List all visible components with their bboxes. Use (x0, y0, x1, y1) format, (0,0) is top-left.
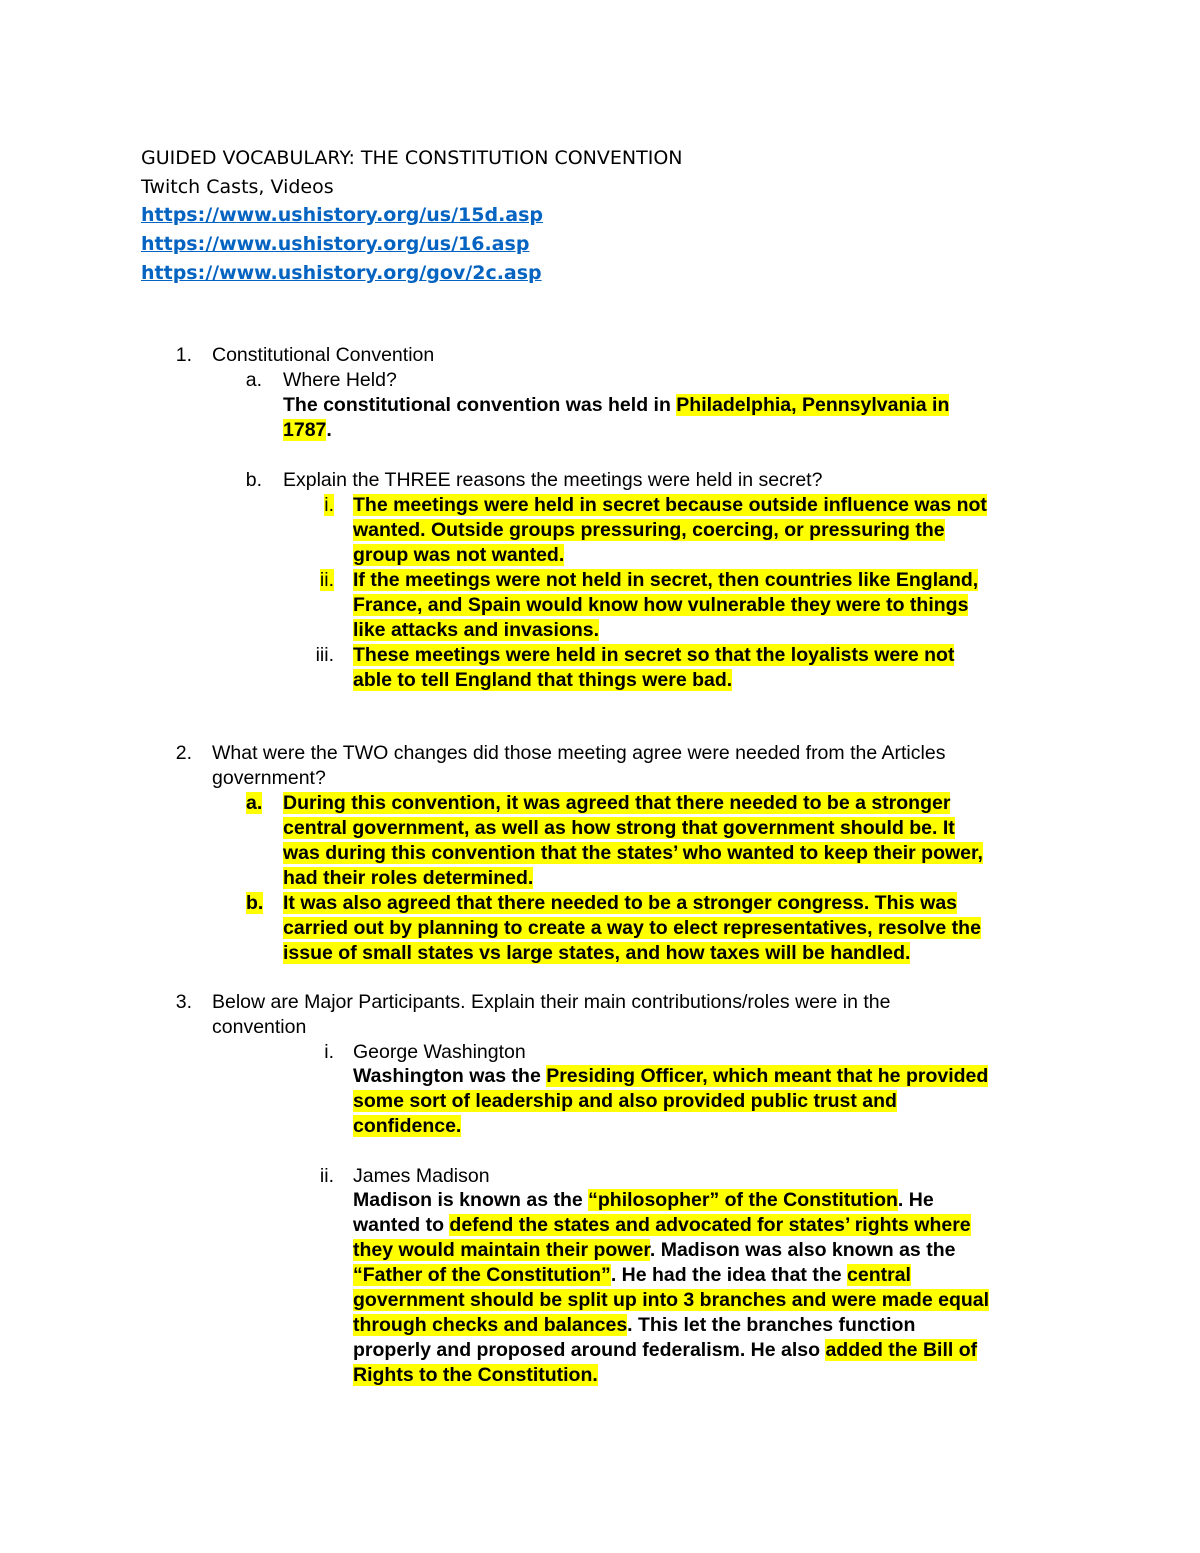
page-title: GUIDED VOCABULARY: THE CONSTITUTION CONVENTION (141, 147, 683, 169)
reason-ii-line-2: France, and Spain would know how vulnerable they were to things (353, 594, 969, 616)
resource-link-2[interactable]: https://www.ushistory.org/us/16.asp (141, 233, 530, 255)
q2b-line-3: issue of small states vs large states, and how taxes will be handled. (283, 942, 911, 964)
q2a-line-1: During this convention, it was agreed that there needed to be a stronger (283, 792, 951, 814)
answer-text: . (326, 419, 332, 441)
answer-highlight: Philadelphia, Pennsylvania in (676, 394, 950, 416)
q2-question-line-2: government? (212, 767, 326, 789)
q1-title: Constitutional Convention (212, 344, 435, 366)
q2b-line-2: carried out by planning to create a way to elect representatives, resolve the (283, 917, 981, 939)
q2b-marker: b. (246, 892, 264, 914)
washington-line-1: Washington was the Presiding Officer, which meant that he provided (353, 1065, 989, 1087)
q1a-marker: a. (245, 369, 262, 391)
q1a-question: Where Held? (283, 369, 397, 391)
madison-line-1: Madison is known as the “philosopher” of the Constitution. He (353, 1189, 934, 1211)
reason-i-marker: i. (324, 494, 334, 516)
washington-line-3: confidence. (353, 1115, 462, 1137)
madison-name: James Madison (353, 1165, 490, 1187)
q1-number: 1. (175, 344, 192, 366)
madison-line-3: they would maintain their power. Madison was also known as the (353, 1239, 956, 1261)
q2-number: 2. (175, 742, 192, 764)
madison-marker: ii. (319, 1165, 334, 1187)
madison-line-4: “Father of the Constitution”. He had the idea that the central (353, 1264, 911, 1286)
q3-question-line-2: convention (212, 1016, 307, 1038)
answer-text: The constitutional convention was held in (283, 394, 677, 416)
q1a-answer-line-2 (283, 418, 332, 443)
resource-link-3[interactable]: https://www.ushistory.org/gov/2c.asp (141, 262, 542, 284)
reason-ii-line-1: If the meetings were not held in secret, then countries like England, (353, 569, 979, 591)
q1a-answer-line-1 (283, 393, 949, 418)
reason-iii-marker: iii. (315, 644, 334, 666)
q2-question-line-1: What were the TWO changes did those meeting agree were needed from the Articles (212, 742, 946, 764)
q3-question-line-1: Below are Major Participants. Explain their main contributions/roles were in the (212, 991, 891, 1013)
q1b-question: Explain the THREE reasons the meetings were held in secret? (283, 469, 823, 491)
washington-line-2: some sort of leadership and also provided public trust and (353, 1090, 897, 1112)
reason-ii-line-3: like attacks and invasions. (353, 619, 600, 641)
q2a-line-4: had their roles determined. (283, 867, 534, 889)
q2a-marker: a. (246, 792, 263, 814)
reason-iii-line-1: These meetings were held in secret so that the loyalists were not (353, 644, 955, 666)
answer-highlight: 1787 (283, 419, 327, 441)
q2b-line-1: It was also agreed that there needed to be a stronger congress. This was (283, 892, 958, 914)
page-subtitle: Twitch Casts, Videos (141, 176, 334, 198)
reason-i-line-2: wanted. Outside groups pressuring, coercing, or pressuring the (353, 519, 945, 541)
madison-line-6: through checks and balances. This let the branches function (353, 1314, 916, 1336)
q2a-line-3: was during this convention that the states’ who wanted to keep their power, (283, 842, 983, 864)
washington-name: George Washington (353, 1041, 526, 1063)
madison-line-7: properly and proposed around federalism. He also added the Bill of (353, 1339, 978, 1361)
washington-marker: i. (324, 1041, 334, 1063)
q2a-line-2: central government, as well as how strong that government should be. It (283, 817, 955, 839)
madison-line-5: government should be split up into 3 branches and were made equal (353, 1289, 990, 1311)
madison-line-8: Rights to the Constitution. (353, 1364, 598, 1386)
madison-line-2: wanted to defend the states and advocated for states’ rights where (353, 1214, 971, 1236)
resource-link-1[interactable]: https://www.ushistory.org/us/15d.asp (141, 204, 544, 226)
q3-number: 3. (175, 991, 192, 1013)
reason-iii-line-2: able to tell England that things were bad. (353, 669, 733, 691)
reason-i-line-1: The meetings were held in secret because outside influence was not (353, 494, 987, 516)
q1b-marker: b. (245, 469, 262, 491)
reason-i-line-3: group was not wanted. (353, 544, 565, 566)
reason-ii-marker: ii. (319, 569, 334, 591)
